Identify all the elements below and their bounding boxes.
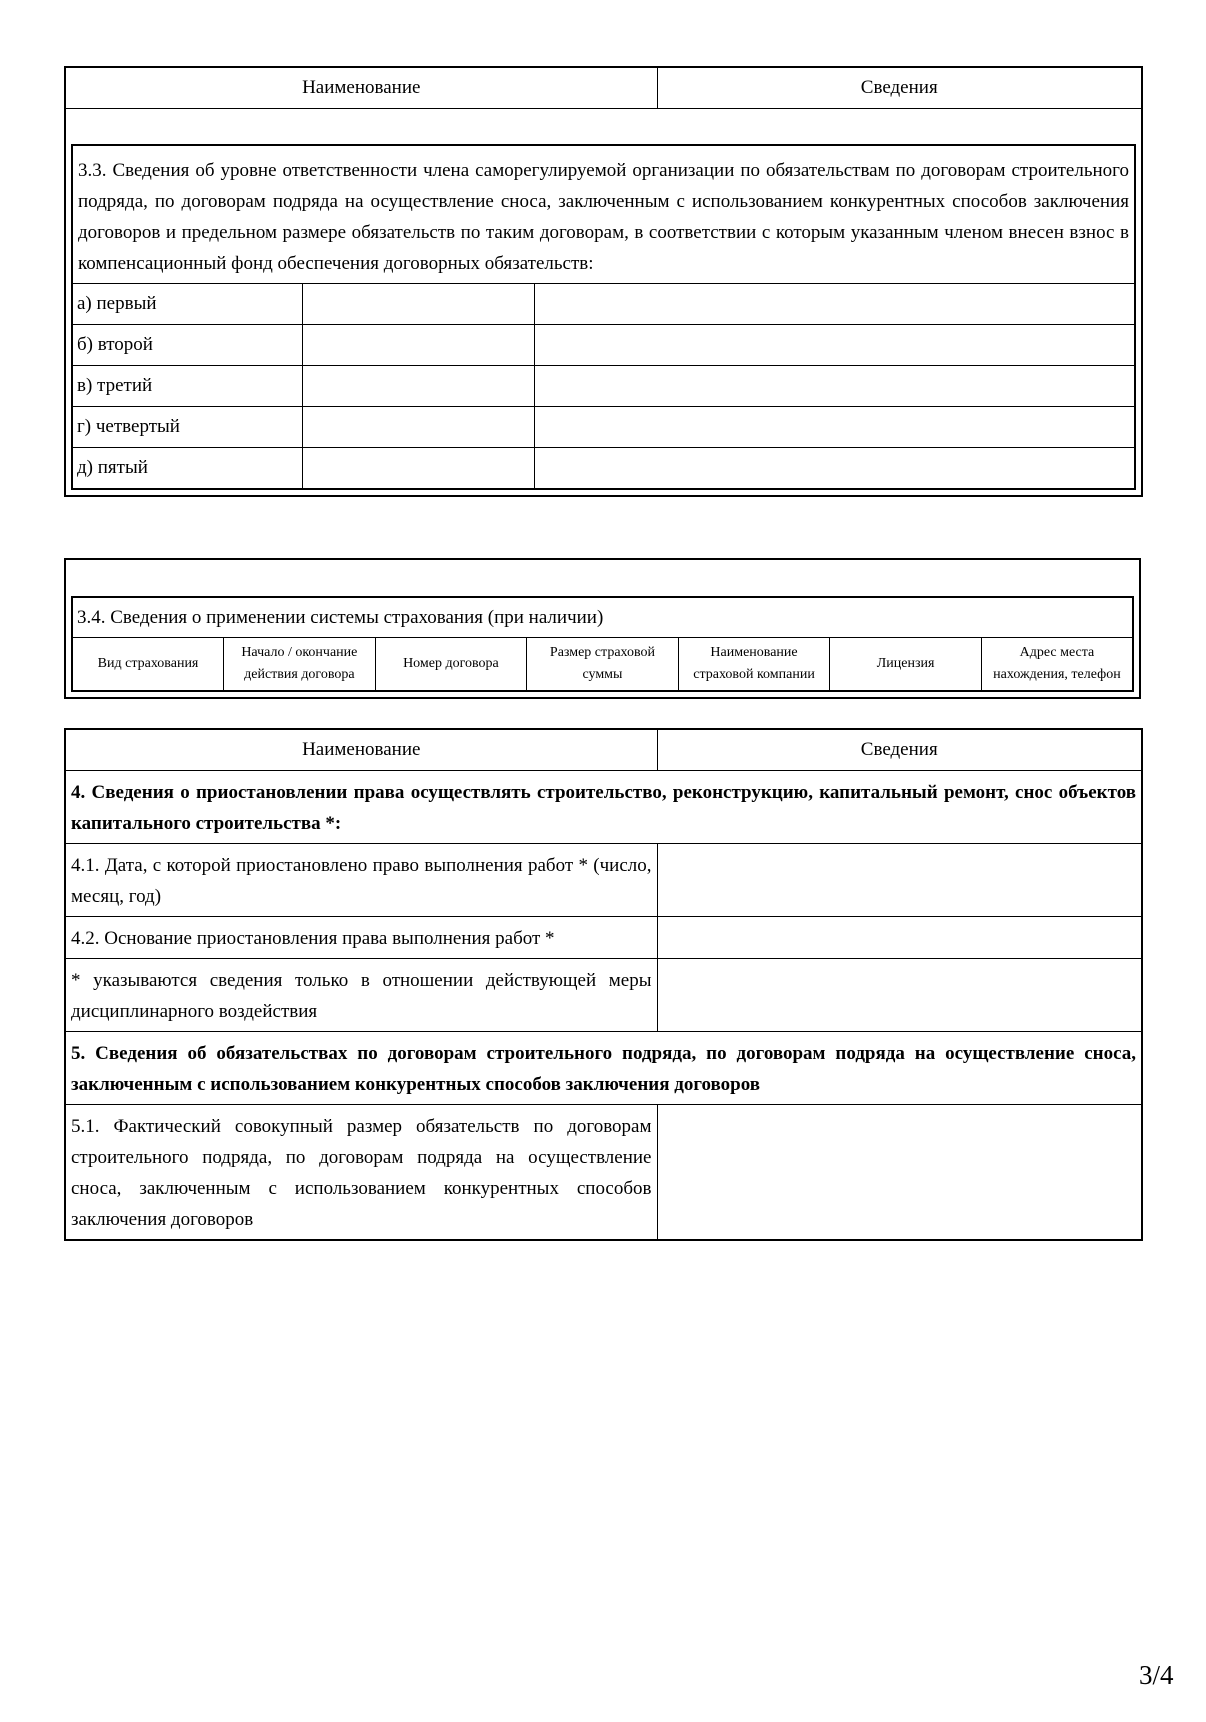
level-row: [72, 366, 1135, 407]
table-section-3-3: [64, 66, 1143, 497]
liability-levels-table: [71, 144, 1136, 490]
level-value-cell[interactable]: [534, 448, 1135, 490]
table-header-row: [65, 729, 1142, 771]
insurance-column-header: Номер договора: [375, 638, 527, 692]
page-number: 3/4: [1139, 1660, 1174, 1690]
level-value-cell[interactable]: [534, 407, 1135, 448]
section-4-title: 4. Сведения о приостановлении права осуществлять строительство, реконструкцию, капитальный ремонт, снос объектов капитального строительства *:: [65, 771, 1142, 844]
row-4-2-label: 4.2. Основание приостановления права выполнения работ *: [65, 917, 657, 959]
insurance-column-header: Лицензия: [830, 638, 982, 692]
insurance-column-header: Размер страховой суммы: [527, 638, 679, 692]
row-4-1-label: 4.1. Дата, с которой приостановлено право выполнения работ * (число, месяц, год): [65, 844, 657, 917]
note-value[interactable]: [657, 959, 1142, 1032]
insurance-column-header: Наименование страховой компании: [678, 638, 830, 692]
level-label: в) третий: [72, 366, 302, 407]
level-value-cell[interactable]: [302, 448, 534, 490]
row-5-1-label: 5.1. Фактический совокупный размер обязательств по договорам строительного подряда, по договорам подряда на осуществление сноса, заключенным с использованием конкурентных способов заключения договоров: [65, 1105, 657, 1241]
row-4-2-value[interactable]: [657, 917, 1142, 959]
level-row: [72, 325, 1135, 366]
table-sections-4-5: [64, 728, 1143, 1241]
level-row: [72, 407, 1135, 448]
table-section-3-4: [64, 558, 1141, 699]
header-name: Наименование: [65, 729, 657, 771]
spacer-row: [65, 559, 1140, 596]
header-info: Сведения: [657, 67, 1142, 109]
level-row: [72, 284, 1135, 325]
level-value-cell[interactable]: [534, 284, 1135, 325]
header-name: Наименование: [65, 67, 657, 109]
section-3-4-title: 3.4. Сведения о применении системы страхования (при наличии): [72, 597, 1133, 638]
row-4-1-value[interactable]: [657, 844, 1142, 917]
level-value-cell[interactable]: [302, 284, 534, 325]
level-label: а) первый: [72, 284, 302, 325]
spacer-row: [65, 109, 1142, 145]
insurance-column-header: Начало / окончание действия договора: [224, 638, 376, 692]
level-value-cell[interactable]: [534, 366, 1135, 407]
level-value-cell[interactable]: [302, 325, 534, 366]
table-header-row: [65, 67, 1142, 109]
row-5-1-value[interactable]: [657, 1105, 1142, 1241]
level-row: [72, 448, 1135, 490]
level-label: б) второй: [72, 325, 302, 366]
insurance-column-header: Адрес места нахождения, телефон: [981, 638, 1133, 692]
insurance-header-row: [72, 638, 1133, 692]
level-value-cell[interactable]: [302, 407, 534, 448]
insurance-table: [71, 596, 1134, 692]
level-label: г) четвертый: [72, 407, 302, 448]
header-info: Сведения: [657, 729, 1142, 771]
level-value-cell[interactable]: [534, 325, 1135, 366]
section-5-title: 5. Сведения об обязательствах по договорам строительного подряда, по договорам подряда на осуществление сноса, заключенным с использованием конкурентных способов заключения договоров: [65, 1032, 1142, 1105]
level-value-cell[interactable]: [302, 366, 534, 407]
insurance-column-header: Вид страхования: [72, 638, 224, 692]
section-4-note: * указываются сведения только в отношении действующей меры дисциплинарного воздействия: [65, 959, 657, 1032]
section-3-3-text: 3.3. Сведения об уровне ответственности члена саморегулируемой организации по обязательствам по договорам строительного подряда, по договорам подряда на осуществление сноса, заключенным с использованием конкурентных способов заключения договоров и предельном размере обязательств по таким договорам, в соответствии с которым указанным членом внесен взнос в компенсационный фонд обеспечения договорных обязательств:: [72, 145, 1135, 284]
level-label: д) пятый: [72, 448, 302, 490]
